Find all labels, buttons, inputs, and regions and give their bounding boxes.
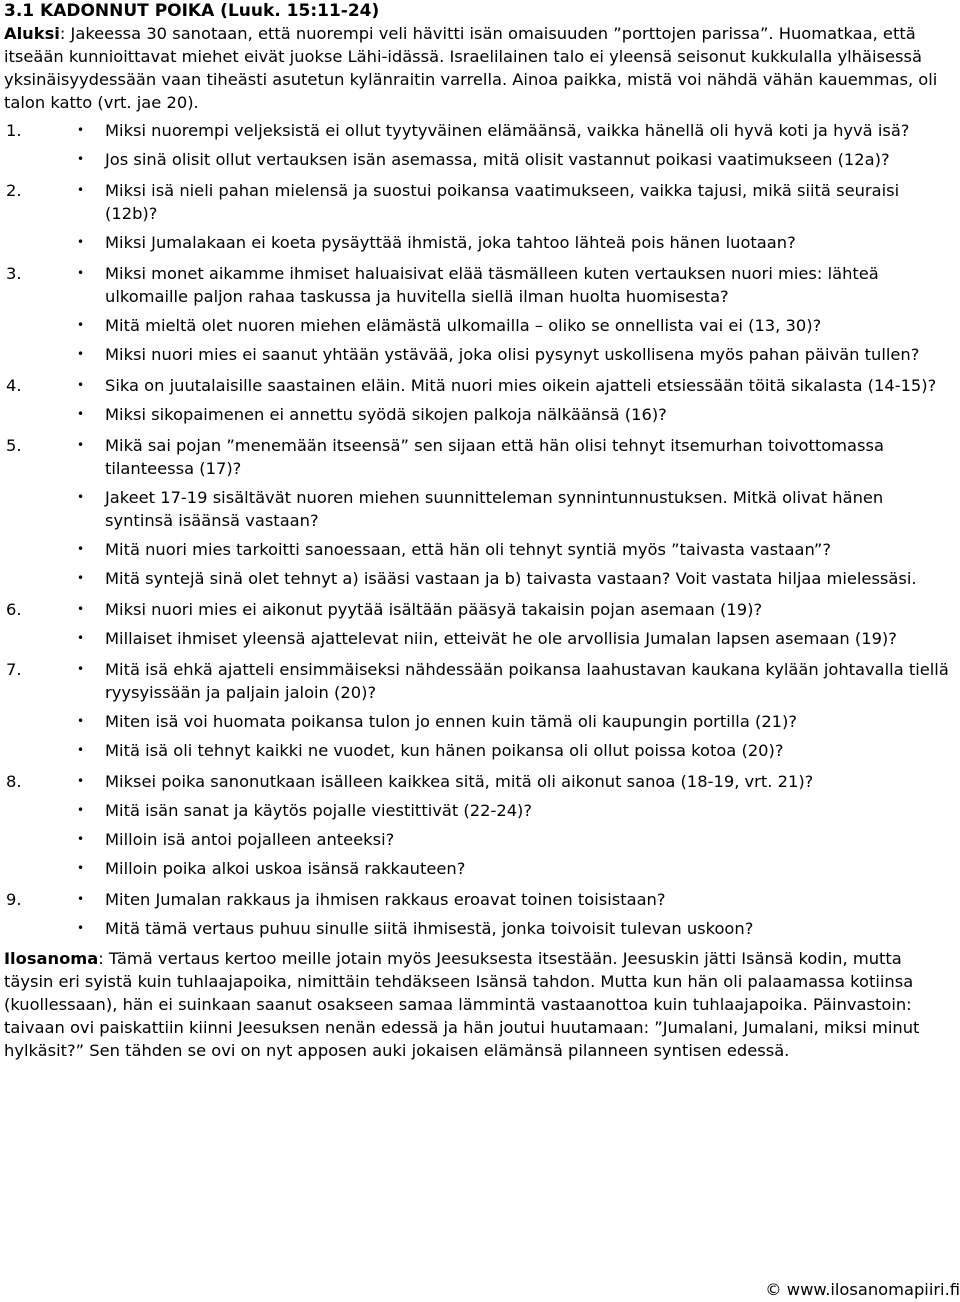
question-number: 1. — [6, 121, 22, 140]
question-list — [4, 119, 956, 940]
question-item — [77, 627, 956, 650]
question-group — [4, 119, 956, 171]
question-item — [77, 148, 956, 171]
question-item — [77, 888, 956, 911]
bullet-icon: • — [77, 183, 85, 197]
question-text: Miten isä voi huomata poikansa tulon jo ennen kuin tämä oli kaupungin portilla (21)? — [105, 712, 798, 731]
bullet-icon: • — [77, 861, 85, 875]
question-group — [4, 179, 956, 254]
question-text: Miten Jumalan rakkaus ja ihmisen rakkaus eroavat toinen toisistaan? — [105, 890, 666, 909]
question-number: 4. — [6, 376, 22, 395]
bullet-icon: • — [77, 662, 85, 676]
bullet-icon: • — [77, 631, 85, 645]
question-item — [77, 799, 956, 822]
question-text: Miksi nuori mies ei saanut yhtään ystävää, joka olisi pysynyt uskollisena myös pahan päivän tullen? — [105, 345, 920, 364]
question-text: Mitä tämä vertaus puhuu sinulle siitä ihmisestä, jonka toivoisit tulevan uskoon? — [105, 919, 754, 938]
question-item — [77, 314, 956, 337]
page-title: 3.1 KADONNUT POIKA (Luuk. 15:11-24) — [4, 1, 380, 21]
question-text: Jos sinä olisit ollut vertauksen isän asemassa, mitä olisit vastannut poikasi vaatimukseen (12a)? — [105, 150, 890, 169]
bullet-icon: • — [77, 602, 85, 616]
question-text: Miksei poika sanonutkaan isälleen kaikkea sitä, mitä oli aikonut sanoa (18-19, vrt. 21)? — [105, 772, 814, 791]
intro-label: Aluksi — [4, 24, 60, 43]
question-item — [77, 262, 956, 308]
question-text: Mitä mieltä olet nuoren miehen elämästä ulkomailla – oliko se onnellista vai ei (13, 30)? — [105, 316, 822, 335]
bullet-icon: • — [77, 235, 85, 249]
bullet-icon: • — [77, 123, 85, 137]
intro-text: : Jakeessa 30 sanotaan, että nuorempi veli hävitti isän omaisuuden ”porttojen parissa”. Huomatkaa, että itseään kunnioittavat miehet eivät juokse Lähi-idässä. Israelilainen talo ei yleensä seisonut kukkulalla ylhäisessä yksinäisyydessään vaan tiheästi asutetun kylänraitin varrella. Ainoa paikka, mistä voi nähdä vähän kauemmas, oli talon katto (vrt. jae 20). — [4, 24, 938, 112]
question-text: Mikä sai pojan ”menemään itseensä” sen sijaan että hän olisi tehnyt itsemurhan toivottomassa tilanteessa (17)? — [105, 436, 884, 478]
question-number: 3. — [6, 264, 22, 283]
bullet-icon: • — [77, 347, 85, 361]
question-item — [77, 770, 956, 793]
bullet-icon: • — [77, 152, 85, 166]
question-text: Miksi nuorempi veljeksistä ei ollut tyytyväinen elämäänsä, vaikka hänellä oli hyvä koti ja hyvä isä? — [105, 121, 910, 140]
question-number: 2. — [6, 181, 22, 200]
question-item — [77, 231, 956, 254]
question-text: Mitä isä oli tehnyt kaikki ne vuodet, kun hänen poikansa oli ollut poissa kotoa (20)? — [105, 741, 784, 760]
question-text: Miksi Jumalakaan ei koeta pysäyttää ihmistä, joka tahtoo lähteä pois hänen luotaan? — [105, 233, 796, 252]
question-text: Milloin poika alkoi uskoa isänsä rakkauteen? — [105, 859, 466, 878]
bullet-icon: • — [77, 407, 85, 421]
question-text: Milloin isä antoi pojalleen anteeksi? — [105, 830, 395, 849]
bullet-icon: • — [77, 378, 85, 392]
question-text: Miksi monet aikamme ihmiset haluaisivat elää täsmälleen kuten vertauksen nuori mies: lähteä ulkomaille paljon rahaa taskussa ja huvitella siellä ilman huolta huomisesta? — [105, 264, 879, 306]
question-text: Mitä isä ehkä ajatteli ensimmäiseksi nähdessään poikansa laahustavan kaukana kylään johtavalla tiellä ryysyissään ja paljain jaloin (20)? — [105, 660, 949, 702]
question-group — [4, 888, 956, 940]
question-number: 7. — [6, 660, 22, 679]
copyright-footer: © www.ilosanomapiiri.fi — [765, 1280, 960, 1299]
question-text: Mitä nuori mies tarkoitti sanoessaan, että hän oli tehnyt syntiä myös ”taivasta vastaan”? — [105, 540, 831, 559]
question-item — [77, 567, 956, 590]
question-item — [77, 658, 956, 704]
question-item — [77, 403, 956, 426]
question-group — [4, 434, 956, 590]
question-text: Mitä syntejä sinä olet tehnyt a) isääsi vastaan ja b) taivasta vastaan? Voit vastata hiljaa mielessäsi. — [105, 569, 917, 588]
question-text: Miksi isä nieli pahan mielensä ja suostui poikansa vaatimukseen, vaikka tajusi, mikä siitä seuraisi (12b)? — [105, 181, 900, 223]
question-text: Millaiset ihmiset yleensä ajattelevat niin, etteivät he ole arvollisia Jumalan lapsen asemaan (19)? — [105, 629, 897, 648]
question-text: Miksi nuori mies ei aikonut pyytää isältään pääsyä takaisin pojan asemaan (19)? — [105, 600, 763, 619]
outro-label: Ilosanoma — [4, 949, 99, 968]
question-item — [77, 710, 956, 733]
bullet-icon: • — [77, 892, 85, 906]
question-number: 8. — [6, 772, 22, 791]
intro-paragraph — [4, 22, 956, 114]
question-item — [77, 343, 956, 366]
bullet-icon: • — [77, 542, 85, 556]
question-item — [77, 739, 956, 762]
bullet-icon: • — [77, 803, 85, 817]
question-number: 9. — [6, 890, 22, 909]
bullet-icon: • — [77, 921, 85, 935]
question-group — [4, 770, 956, 880]
question-text: Mitä isän sanat ja käytös pojalle viestittivät (22-24)? — [105, 801, 533, 820]
question-text: Sika on juutalaisille saastainen eläin. Mitä nuori mies oikein ajatteli etsiessään töitä sikalasta (14-15)? — [105, 376, 937, 395]
bullet-icon: • — [77, 743, 85, 757]
question-number: 6. — [6, 600, 22, 619]
question-group — [4, 262, 956, 366]
question-item — [77, 179, 956, 225]
outro-paragraph — [4, 947, 956, 1062]
question-item — [77, 828, 956, 851]
question-item — [77, 598, 956, 621]
question-group — [4, 374, 956, 426]
question-group — [4, 658, 956, 762]
question-item — [77, 917, 956, 940]
question-text: Jakeet 17-19 sisältävät nuoren miehen suunnitteleman synnintunnustuksen. Mitkä olivat hänen syntinsä isäänsä vastaan? — [105, 488, 884, 530]
bullet-icon: • — [77, 714, 85, 728]
bullet-icon: • — [77, 438, 85, 452]
outro-text: : Tämä vertaus kertoo meille jotain myös Jeesuksesta itsestään. Jeesuskin jätti Isänsä kodin, mutta täysin eri syistä kuin tuhlaajapoika, nimittäin tehdäkseen Isänsä tahdon. Mutta kun hän oli palaamassa kotiinsa (kuollessaan), hän ei suinkaan saanut osakseen samaa lämmintä vastaanottoa kuin tuhlaajapoika. Päinvastoin: taivaan ovi paiskattiin kiinni Jeesuksen nenän edessä ja hän joutui huutamaan: ”Jumalani, Jumalani, miksi minut hylkäsit?” Sen tähden se ovi on nyt apposen auki jokaisen elämänsä pilanneen syntisen edessä. — [4, 949, 920, 1060]
bullet-icon: • — [77, 774, 85, 788]
bullet-icon: • — [77, 266, 85, 280]
bullet-icon: • — [77, 490, 85, 504]
question-item — [77, 374, 956, 397]
question-item — [77, 119, 956, 142]
bullet-icon: • — [77, 318, 85, 332]
question-item — [77, 857, 956, 880]
question-text: Miksi sikopaimenen ei annettu syödä sikojen palkoja nälkäänsä (16)? — [105, 405, 667, 424]
question-number: 5. — [6, 436, 22, 455]
question-item — [77, 486, 956, 532]
question-item — [77, 538, 956, 561]
bullet-icon: • — [77, 571, 85, 585]
question-item — [77, 434, 956, 480]
bullet-icon: • — [77, 832, 85, 846]
question-group — [4, 598, 956, 650]
